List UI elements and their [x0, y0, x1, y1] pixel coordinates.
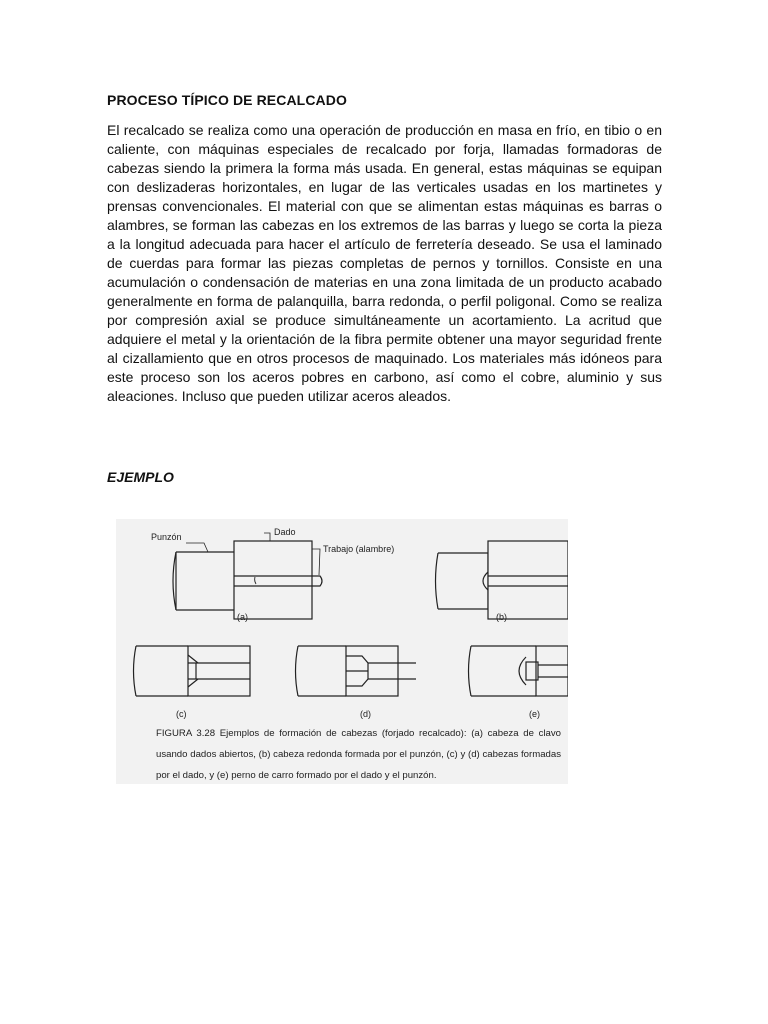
- panel-d-drawing: [296, 646, 417, 696]
- figure-caption: FIGURA 3.28 Ejemplos de formación de cabezas (forjado recalcado): (a) cabeza de clavo usando dados abiertos, (b) cabeza redonda formada por el punzón, (c) y (d) cabezas formadas por el dado, y (e) perno de carro formado por el dado y el punzón.: [156, 728, 561, 781]
- panel-e-drawing: [469, 646, 569, 696]
- panel-label-b: (b): [496, 612, 507, 622]
- panel-b-drawing: [436, 541, 569, 619]
- upsetting-figure: [116, 519, 568, 784]
- panel-a-drawing: [173, 541, 322, 619]
- panel-label-c: (c): [176, 709, 187, 719]
- label-punzon: Punzón: [151, 532, 182, 542]
- panel-label-e: (e): [529, 709, 540, 719]
- body-paragraph: El recalcado se realiza como una operación de producción en masa en frío, en tibio o en caliente, con máquinas especiales de recalcado por forja, llamadas formadoras de cabezas siendo la primera la forma más usada. En general, estas máquinas se equipan con deslizaderas horizontales, en lugar de las verticales usadas en los martinetes y prensas convencionales. El material con que se alimentan estas máquinas es barras o alambres, se forman las cabezas en los extremos de las barras y luego se corta la pieza a la longitud adecuada para hacer el artículo de ferretería deseado. Se usa el laminado de cuerdas para formar las piezas completas de pernos y tornillos. Consiste en una acumulación o condensación de materias en una zona limitada de un producto acabado generalmente en forma de palanquilla, barra redonda, o perfil poligonal. Como se realiza por compresión axial se produce simultáneamente un acortamiento. La acritud que adquiere el metal y la orientación de la fibra permite obtener una mayor seguridad frente al cizallamiento que en otros procesos de maquinado. Los materiales más idóneos para este proceso son los aceros pobres en carbono, así como el cobre, aluminio y sus aleaciones. Incluso que pueden utilizar aceros aleados.: [107, 122, 662, 404]
- panel-label-d: (d): [360, 709, 371, 719]
- example-heading: EJEMPLO: [107, 469, 174, 485]
- section-heading: PROCESO TÍPICO DE RECALCADO: [107, 92, 347, 108]
- label-dado: Dado: [274, 527, 296, 537]
- panel-c-drawing: [134, 646, 251, 696]
- panel-label-a: (a): [237, 612, 248, 622]
- label-trabajo: Trabajo (alambre): [323, 544, 395, 554]
